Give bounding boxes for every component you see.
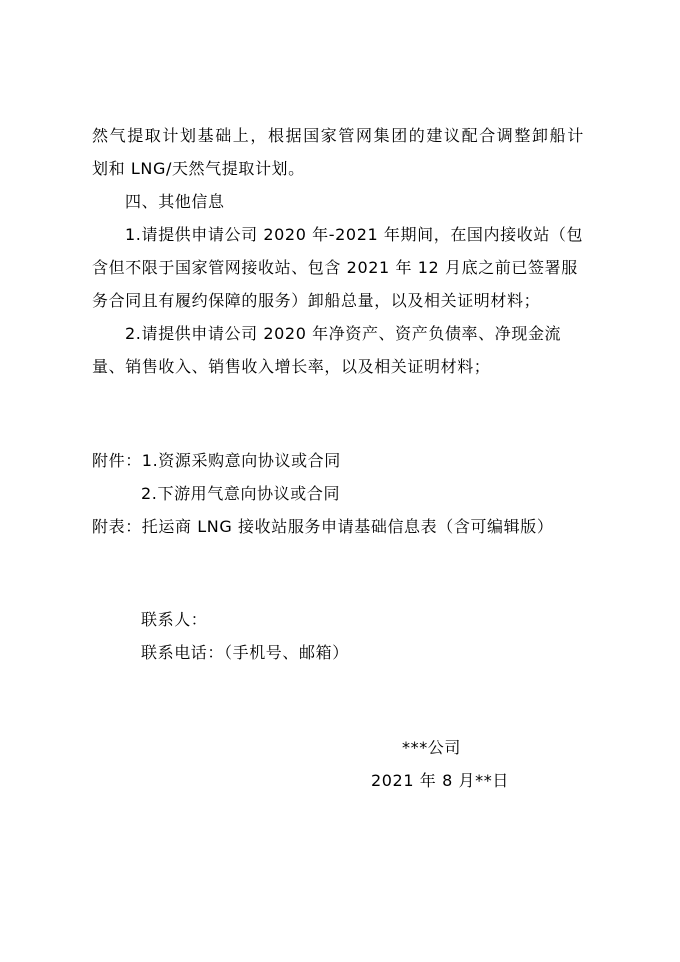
body-line-2: 划和 LNG/天然气提取计划。: [92, 159, 305, 178]
attachment-line-1: 附件：1.资源采购意向协议或合同: [92, 451, 341, 470]
company-signature: ***公司: [402, 738, 462, 757]
attached-table-line: 附表：托运商 LNG 接收站服务申请基础信息表（含可编辑版）: [92, 517, 554, 536]
contact-person: 联系人：: [141, 610, 208, 629]
contact-phone: 联系电话：（手机号、邮箱）: [141, 643, 349, 662]
attachment-line-2: 2.下游用气意向协议或合同: [141, 484, 341, 503]
body-line-5: 含但不限于国家管网接收站、包含 2021 年 12 月底之前已签署服: [92, 258, 578, 277]
body-line-8: 量、销售收入、销售收入增长率，以及相关证明材料；: [92, 357, 491, 376]
body-line-7: 2.请提供申请公司 2020 年净资产、资产负债率、净现金流: [125, 324, 562, 343]
body-line-4: 1.请提供申请公司 2020 年-2021 年期间，在国内接收站（包: [125, 225, 584, 244]
signature-date: 2021 年 8 月**日: [371, 771, 509, 790]
section-heading: 四、其他信息: [125, 192, 225, 211]
body-line-6: 务合同且有履约保障的服务）卸船总量，以及相关证明材料；: [92, 291, 541, 310]
body-line-1: 然气提取计划基础上，根据国家管网集团的建议配合调整卸船计: [92, 126, 585, 145]
